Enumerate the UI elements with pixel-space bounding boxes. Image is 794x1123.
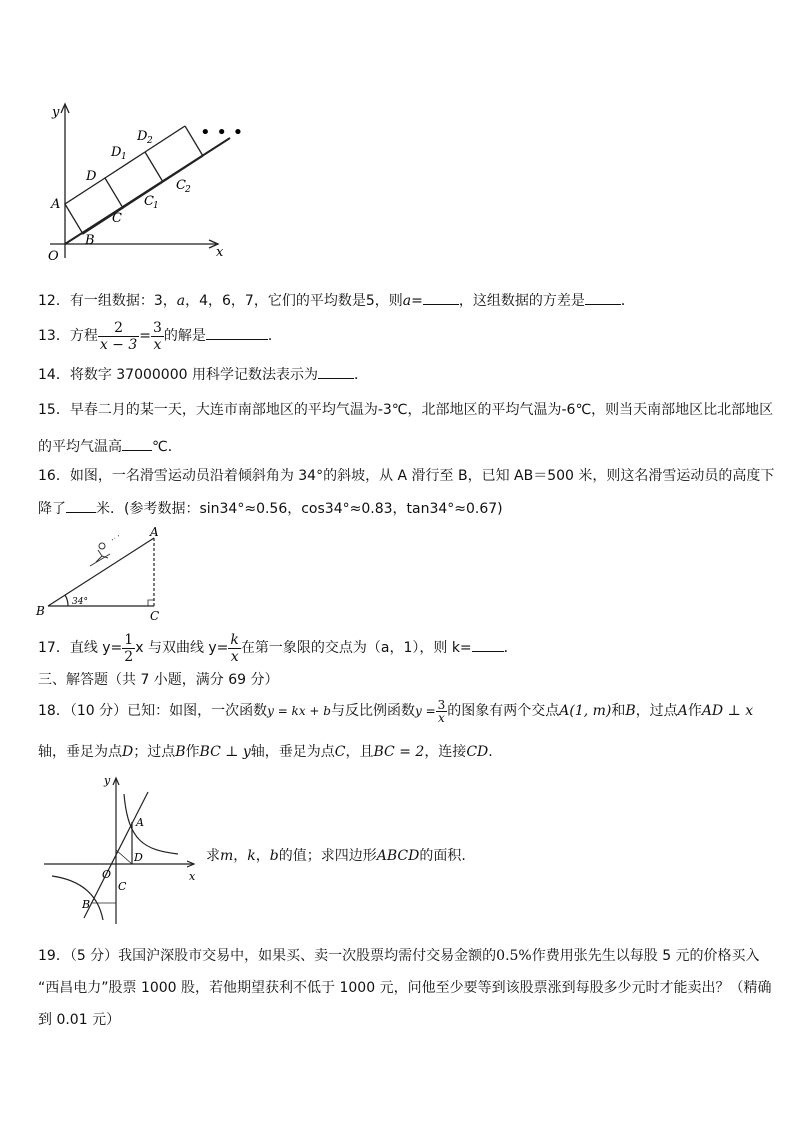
fraction-3-over-x: $\frac{3}{x}$ — [153, 319, 162, 353]
answer-blank — [66, 498, 96, 513]
hyperbola-branch-2 — [52, 876, 103, 920]
label-d1-sub: 1 — [121, 152, 127, 162]
answer-blank — [318, 364, 354, 379]
label-c2: C — [176, 178, 186, 193]
label-a: A — [51, 197, 61, 212]
label-angle: 34° — [72, 597, 88, 607]
question-14: 14．将数字 37000000 用科学记数法表示为 ． — [38, 364, 368, 385]
question-16-line-1: 16．如图，一名滑雪运动员沿着倾斜角为 34°的斜坡，从 A 滑行至 B，已知 AB＝500 米，则这名滑雪运动员的高度下 — [38, 468, 775, 484]
label-y: y — [104, 774, 111, 787]
label-c2-sub: 2 — [185, 185, 191, 195]
question-16-line-2: 降了 米．(参考数据：sin34°≈0.56，cos34°≈0.83，tan34°≈0.67) — [38, 498, 503, 519]
segment-cd — [116, 850, 132, 864]
fraction-1-over-2: $\frac{1}{2}$ — [124, 631, 134, 665]
label-o: O — [102, 868, 112, 881]
fraction-2-over-x-minus-3: $\frac{2}{x - 3}$ — [99, 319, 138, 353]
label-b: B — [82, 898, 91, 911]
question-13: 13．方程 $\frac{2}{x - 3}$ = $\frac{3}{x}$ 的解是 ． — [38, 319, 282, 353]
label-c: C — [118, 880, 127, 893]
label-d: D — [86, 169, 97, 184]
answer-blank — [206, 325, 268, 340]
answer-blank — [472, 637, 504, 652]
label-x: x — [189, 870, 196, 883]
question-15-line-2: 的平均气温高 ℃． — [38, 436, 182, 457]
question-19-line-2: “西昌电力”股票 1000 股，若他期望获利不低于 1000 元，问他至少要等到该股票涨到每股多少元时才能卖出？（精确 — [38, 980, 772, 996]
question-18-line-2: 轴，垂足为点D；过点B作BC ⊥ y轴，垂足为点C，且BC = 2，连接CD. — [38, 744, 493, 760]
answer-blank — [585, 290, 621, 305]
question-19-line-1: 19．（5 分）我国沪深股市交易中，如果买、卖一次股票均需付交易金额的0.5%作费用张先生以每股 5 元的价格买入 — [38, 948, 760, 964]
angle-arc — [65, 595, 68, 606]
fraction-k-over-x: $\frac{k}{x}$ — [230, 631, 239, 665]
continuation-dots: • • • — [200, 122, 244, 143]
label-c: C — [112, 211, 122, 226]
label-y: y — [52, 105, 60, 120]
figure-squares-staircase — [40, 98, 244, 268]
label-c1: C — [144, 194, 154, 209]
label-d1: D — [111, 145, 122, 160]
label-c1-sub: 1 — [153, 201, 159, 211]
line-through-b — [65, 138, 230, 244]
label-d2-sub: 2 — [147, 136, 153, 146]
answer-blank — [122, 436, 152, 451]
label-o: O — [48, 249, 59, 264]
question-12: 12．有一组数据：3，a，4，6，7，它们的平均数是5，则a= ，这组数据的方差是 ． — [38, 290, 635, 311]
figure-q18-hyperbola — [40, 772, 205, 930]
label-c: C — [150, 609, 160, 623]
label-d2: D — [137, 129, 148, 144]
question-17: 17．直线 y= $\frac{1}{2}$ x 与双曲线 y= $\frac{k}{x}$ 在第一象限的交点为（a，1），则 k= ． — [38, 631, 518, 665]
slope-ab — [48, 538, 154, 606]
label-a: A — [136, 816, 144, 829]
fraction-3-over-x: $\frac{3}{x}$ — [437, 697, 446, 725]
label-d: D — [134, 851, 143, 864]
question-15-line-1: 15．早春二月的某一天，大连市南部地区的平均气温为-3℃，北部地区的平均气温为-6℃，则当天南部地区比北部地区 — [38, 402, 774, 418]
section-3-heading: 三、解答题（共 7 小题，满分 69 分） — [38, 672, 279, 688]
label-x: x — [216, 245, 224, 260]
label-b: B — [85, 233, 95, 248]
label-a: A — [150, 525, 159, 539]
question-19-line-3: 到 0.01 元） — [38, 1012, 121, 1028]
answer-blank — [423, 290, 459, 305]
figure-ski-slope — [36, 526, 166, 626]
question-18-line-1: 18．（10 分）已知：如图，一次函数y = kx + b与反比例函数y = $\frac{3}{x}$ 的图象有两个交点A(1, m)和B，过点A作AD ⊥ x — [38, 697, 754, 725]
right-angle-mark — [148, 600, 154, 606]
question-18-ask: 求m，k，b的值；求四边形ABCD的面积. — [206, 848, 466, 864]
skier-icon — [90, 535, 120, 566]
label-b: B — [36, 604, 45, 618]
